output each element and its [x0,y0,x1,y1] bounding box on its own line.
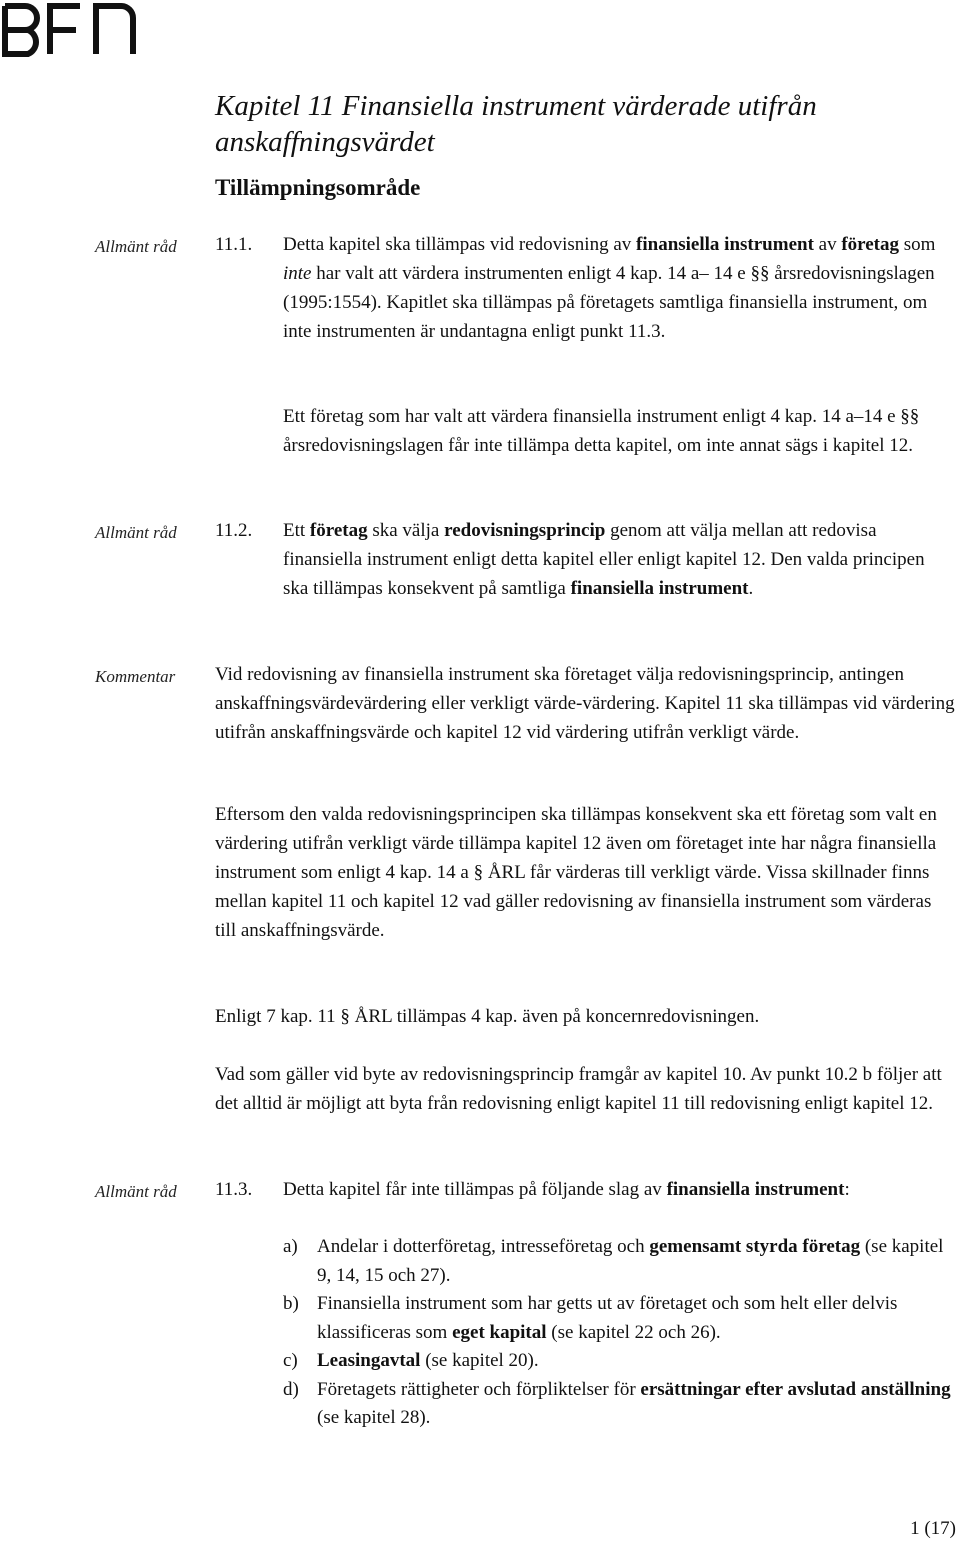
margin-label-allmant-rad: Allmänt råd [95,237,177,256]
paragraph-11-1-second: Ett företag som har valt att värdera finansiella instrument enligt 4 kap. 14 a–14 e §§ årsredovisningslagen får inte tillämpa detta kapitel, om inte annat sägs i kapitel 12. [283,406,920,456]
page-number: 1 (17) [910,1518,956,1539]
list-item: c) Leasingavtal (se kapitel 20). [283,1350,539,1371]
section-heading: Tillämpningsområde [215,175,421,200]
paragraph-number: 11.3. [215,1179,253,1200]
paragraph-11-1: Detta kapitel ska tillämpas vid redovisning av finansiella instrument av företag som inte har valt att värdera instrumenten enligt 4 kap. 14 a– 14 e §§ årsredovisningslagen (1995:1554). Kapitlet ska tillämpas på företagets samtliga finansiella instrument, om inte instrumenten är undantagna enligt punkt 11.3. [283,234,936,342]
list-item: a) Andelar i dotterföretag, intresseföretag och gemensamt styrda företag (se kapitel 9, 14, 15 och 27). [283,1236,944,1286]
chapter-title: Kapitel 11 Finansiella instrument värderade utifrån anskaffningsvärdet [215,90,817,158]
bfn-logo [0,0,140,60]
paragraph-number: 11.2. [215,520,253,541]
comment-paragraph-2: Eftersom den valda redovisningsprincipen ska tillämpas konsekvent ska ett företag som valt en värdering utifrån verkligt värde tillämpa kapitel 12 även om företaget inte har några finansiella instrument som enligt 4 kap. 14 a § ÅRL får värderas till verkligt värde. Vissa skillnader finns mellan kapitel 11 och kapitel 12 vad gäller redovisning av finansiella instrument som värderas till anskaffningsvärde. [215,804,937,941]
comment-paragraph-3: Enligt 7 kap. 11 § ÅRL tillämpas 4 kap. även på koncernredovisningen. [215,1006,760,1027]
paragraph-number: 11.1. [215,234,253,255]
comment-paragraph-1: Vid redovisning av finansiella instrument ska företaget välja redovisningsprincip, antingen anskaffningsvärdevärdering eller verkligt värde-värdering. Kapitel 11 ska tillämpas vid värdering utifrån anskaffningsvärde och kapitel 12 vid värdering utifrån verkligt värde. [215,664,955,743]
margin-label-allmant-rad: Allmänt råd [95,1182,177,1201]
margin-label-allmant-rad: Allmänt råd [95,523,177,542]
margin-label-kommentar: Kommentar [95,667,176,686]
paragraph-11-2: Ett företag ska välja redovisningsprincip genom att välja mellan att redovisa finansiella instrument enligt detta kapitel eller enligt kapitel 12. Den valda principen ska tillämpas konsekvent på samtliga finansiella instrument. [283,520,925,599]
list-item: b) Finansiella instrument som har getts ut av företaget och som helt eller delvis klassificeras som eget kapital (se kapitel 22 och 26). [283,1293,898,1343]
paragraph-11-3-intro: Detta kapitel får inte tillämpas på följande slag av finansiella instrument: [283,1179,850,1200]
list-item: d) Företagets rättigheter och förpliktelser för ersättningar efter avslutad anställning (se kapitel 28). [283,1378,951,1428]
exclusion-list [283,1233,953,1433]
comment-paragraph-4: Vad som gäller vid byte av redovisningsprincip framgår av kapitel 10. Av punkt 10.2 b följer att det alltid är möjligt att byta från redovisning enligt kapitel 11 till redovisning enligt kapitel 12. [215,1064,942,1114]
